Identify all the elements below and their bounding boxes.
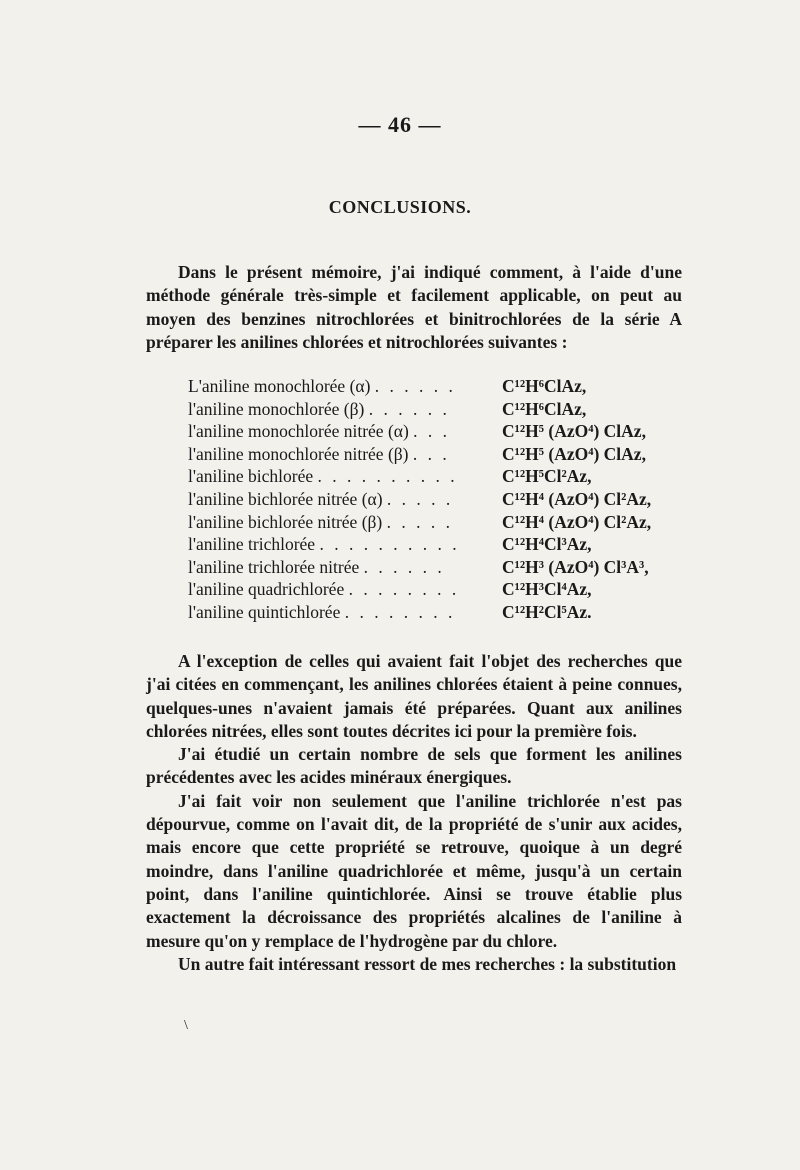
compound-formula: C¹²H⁵Cl²Az, [502, 466, 592, 487]
compound-formula: C¹²H⁶ClAz, [502, 398, 587, 419]
compound-formula: C¹²H⁴ (AzO⁴) Cl²Az, [502, 511, 652, 532]
compound-row [188, 375, 658, 398]
leader-dots: . . . . . . . . [344, 601, 456, 622]
leader-dots: . . . [413, 421, 451, 442]
page-number: — 46 — [358, 112, 442, 137]
compound-name [188, 375, 456, 398]
compound-name-text: l'aniline monochlorée nitrée (α) [188, 421, 409, 442]
compound-name-text: l'aniline monochlorée nitrée (β) [188, 443, 409, 464]
compound-formula: C¹²H⁵ (AzO⁴) ClAz, [502, 421, 646, 442]
paragraph-text: J'ai étudié un certain nombre de sels que forment les anilines précédentes avec les acides minéraux énergiques. [146, 744, 682, 788]
compound-name [188, 443, 450, 466]
compound-name-text: l'aniline bichlorée nitrée (β) [188, 511, 383, 532]
compound-formula: C¹²H⁶ClAz, [502, 376, 587, 396]
compound-name-text: l'aniline trichlorée [188, 534, 316, 555]
compound-row [188, 443, 658, 466]
compound-name-text: l'aniline quintichlorée [188, 601, 341, 622]
leader-dots: . . . . . . [374, 376, 456, 396]
paragraph-text: Dans le présent mémoire, j'ai indiqué comment, à l'aide d'une méthode générale très-simple et facilement applicable, on peut au moyen des benzines nitrochlorées et binitrochlorées de la série A préparer les anilines chlorées et nitrochlorées suivantes : [146, 262, 682, 352]
compound-row [188, 488, 658, 511]
compound-formula: C¹²H⁴Cl³Az, [502, 534, 592, 555]
compound-name-text: l'aniline bichlorée nitrée (α) [188, 488, 383, 509]
intro-paragraph [146, 261, 682, 354]
compound-name [188, 398, 450, 421]
compound-formula: C¹²H³Cl⁴Az, [502, 579, 592, 600]
compound-name [188, 488, 453, 511]
compound-row [188, 601, 658, 624]
compound-row [188, 420, 658, 443]
compound-name [188, 511, 453, 534]
paragraph-text: J'ai fait voir non seulement que l'aniline trichlorée n'est pas dépourvue, comme on l'avait dit, de la propriété de s'unir aux acides, mais encore que cette propriété se retrouve, quoique à un degré moindre, dans l'aniline quadrichlorée et même, jusqu'à un certain point, dans l'aniline quintichlorée. Ainsi se trouve établie plus exactement la décroissance des propriétés alcalines de l'aniline à mesure qu'on y remplace de l'hydrogène par du chlore. [146, 790, 682, 951]
page-title: CONCLUSIONS. [328, 197, 472, 217]
compound-name-text: l'aniline monochlorée (β) [188, 398, 365, 419]
compound-name [188, 533, 460, 556]
compound-name [188, 420, 450, 443]
compound-row [188, 398, 658, 421]
leader-dots: . . . . . . . . . . [319, 534, 460, 555]
paragraph-text: A l'exception de celles qui avaient fait l'objet des recherches que j'ai citées en commençant, les anilines chlorées étaient à peine connues, quelques-unes n'avaient jamais été préparées. Quant aux anilines chlorées nitrées, elles sont toutes décrites ici pour la première fois. [146, 651, 682, 741]
leader-dots: . . . . . [386, 488, 454, 509]
compound-row [188, 533, 658, 556]
compound-formula: C¹²H⁴ (AzO⁴) Cl²Az, [502, 488, 652, 509]
leader-dots: . . . . . . [368, 398, 450, 419]
paragraph-text: Un autre fait intéressant ressort de mes recherches : la substitution [178, 953, 677, 974]
compound-name [188, 601, 455, 624]
leader-dots: . . . . . . . . [348, 579, 460, 600]
compound-name [188, 465, 458, 488]
stray-mark: \ [184, 1018, 188, 1033]
compound-row [188, 465, 658, 488]
leader-dots: . . . . . [386, 511, 454, 532]
conclusion-text [146, 650, 682, 976]
compound-formula: C¹²H³ (AzO⁴) Cl³A³, [502, 556, 649, 577]
compound-formula: C¹²H⁵ (AzO⁴) ClAz, [502, 443, 646, 464]
compound-row [188, 556, 658, 579]
leader-dots: . . . . . . [363, 556, 445, 577]
compound-name [188, 556, 445, 579]
leader-dots: . . . . . . . . . . [317, 466, 458, 487]
compound-name-text: l'aniline quadrichlorée [188, 579, 345, 600]
compound-row [188, 511, 658, 534]
compound-name-text: l'aniline bichlorée [188, 466, 314, 487]
compound-formula: C¹²H²Cl⁵Az. [502, 601, 592, 622]
compound-list [188, 375, 658, 624]
compound-row [188, 578, 658, 601]
compound-name [188, 578, 459, 601]
compound-name-text: l'aniline trichlorée nitrée [188, 556, 360, 577]
compound-name-text: L'aniline monochlorée (α) [188, 376, 371, 396]
leader-dots: . . . [412, 443, 450, 464]
